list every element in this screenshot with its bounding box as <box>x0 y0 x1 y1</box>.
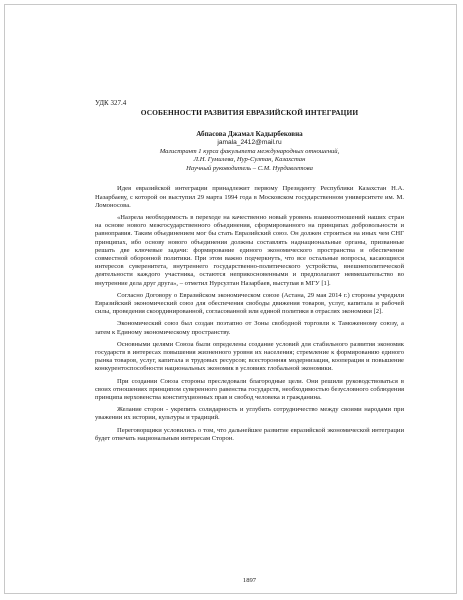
author-name: Абпасова Джамал Кадырбековна <box>196 130 303 139</box>
paragraph: Основными целями Союза были определены создание условий для стабильного развития экономик государств в интересах повышения жизненного уровня их населения; стремление к формированию единого рынка товаров, услуг, капитала и трудовых ресурсов; всесторонняя модернизация, кооперация и повышение конкурентоспособности национальных экономик в условиях глобальной экономики. <box>95 340 404 373</box>
supervisor: Научный руководитель – С.М. Нурдавлетова <box>186 164 313 172</box>
author-affiliation-1: Магистрант 1 курса факультета международных отношений, <box>159 147 340 155</box>
article-title: ОСОБЕННОСТИ РАЗВИТИЯ ЕВРАЗИЙСКОЙ ИНТЕГРАЦИИ <box>140 108 359 118</box>
author-affiliation-2: Л.Н. Гумилева, Нур-Султан, Казахстан <box>193 156 306 164</box>
udk-code: УДК 327.4 <box>95 99 127 107</box>
paragraph: Переговорщики условились о том, что дальнейшее развитие евразийской экономической интеграции будет отвечать национальным интересам Сторон. <box>95 426 404 442</box>
document-page <box>95 97 404 587</box>
page-number: 1897 <box>242 576 257 584</box>
page-frame <box>4 4 457 594</box>
author-block <box>95 130 404 173</box>
article-body <box>95 185 404 443</box>
paragraph: При создании Союза стороны преследовали благородные цели. Они решили руководствоваться в своих отношениях принципом суверенного равенства государств, необходимостью безусловного соблюдения принципа верховенства конституционных прав и свобод человека и гражданина. <box>95 377 404 402</box>
paragraph: Согласно Договору о Евразийском экономическом союзе (Астана, 29 мая 2014 г.) стороны учредили Евразийский экономический союз для обеспечения свободы движения товаров, услуг, капитала и рабочей силы, проведения скоординированной, согласованной или единой политики в отраслях экономики [2]. <box>95 291 404 316</box>
paragraph: Экономический союз был создан поэтапно от Зоны свободной торговли к Таможенному союзу, а затем к Единому экономическому пространству. <box>95 320 404 336</box>
author-email[interactable]: jamala_2412@mail.ru <box>217 139 282 146</box>
paragraph: Идея евразийской интеграции принадлежит первому Президенту Республики Казахстан Н.А. Назарбаеву, с которой он выступил 29 марта 1994 года в Московском государственном университете им. М. Ломоносова. <box>95 185 404 209</box>
paragraph: «Назрела необходимость в переходе на качественно новый уровень взаимоотношений наших стран на основе нового межгосударственного объединения, сформированного на принципах добровольности и равноправия. Таким объединением мог бы стать Евразийский союз. Он должен строиться на иных чем СНГ принципах, ибо основу нового объединения должны составлять наднациональные органы, призванные решать две ключевые задачи: формирование единого экономического пространства и обеспечение совместной оборонной политики. При этом важно подчеркнуть, что все остальные вопросы, касающиеся интересов суверенитета, внутреннего государственно-политического устройства, внешнеполитической деятельности каждого участника, остаются неприкосновенными и предполагают невмешательство во внутренние дела друг друга», – отметил Нурсултан Назарбаев, выступая в МГУ [1]. <box>95 213 404 287</box>
paragraph: Желание сторон - укрепить солидарность и углубить сотрудничество между своими народами при уважении их истории, культуры и традиций. <box>95 406 404 422</box>
